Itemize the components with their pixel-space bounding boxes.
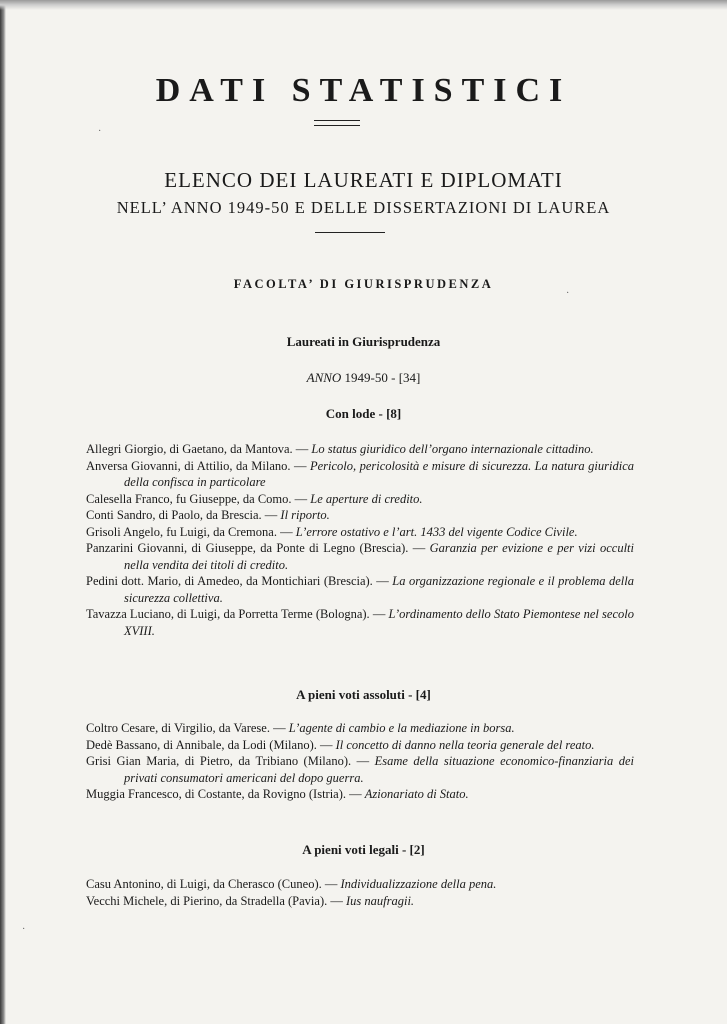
entry-person: Conti Sandro, di Paolo, da Brescia. —	[86, 508, 281, 522]
scan-speck: ·	[566, 288, 570, 299]
entry-person: Grisi Gian Maria, di Pietro, da Tribiano (Milano). —	[86, 754, 375, 768]
subtitle-line-2: NELL’ ANNO 1949-50 E DELLE DISSERTAZIONI DI LAUREA	[116, 198, 611, 217]
entry-person: Vecchi Michele, di Pierino, da Stradella (Pavia). —	[86, 893, 346, 908]
subtitle-rule	[315, 232, 385, 233]
section-list-pieni-voti-legali	[86, 876, 634, 909]
page-title: DATI STATISTICI	[155, 72, 572, 109]
list-item	[86, 491, 634, 508]
list-item	[86, 540, 634, 573]
entry-dissertation: Il riporto.	[280, 508, 330, 522]
scan-speck: ·	[22, 924, 26, 935]
list-item	[86, 458, 634, 491]
entry-person: Anversa Giovanni, di Attilio, da Milano. —	[86, 458, 310, 473]
list-item	[86, 893, 634, 910]
subtitle-line-1: ELENCO DEI LAUREATI E DIPLOMATI	[164, 168, 563, 192]
entry-person: Coltro Cesare, di Virgilio, da Varese. —	[86, 721, 289, 735]
list-item	[86, 507, 634, 524]
year-label: ANNO	[306, 370, 342, 385]
entry-person: Tavazza Luciano, di Luigi, da Porretta Terme (Bologna). —	[86, 607, 389, 621]
section-heading-con-lode: Con lode - [8]	[325, 406, 402, 421]
entry-dissertation: Esame della situazione economico-finanziaria dei privati consumatori americani del dopo guerra.	[124, 754, 634, 785]
list-item	[86, 720, 634, 737]
entry-person: Dedè Bassano, di Annibale, da Lodi (Milano). —	[86, 737, 336, 752]
entry-dissertation: L’agente di cambio e la mediazione in borsa.	[288, 721, 515, 735]
entry-dissertation: La organizzazione regionale e il problema della sicurezza collettiva.	[124, 574, 634, 605]
year-line	[0, 370, 727, 386]
year-value: 1949-50 - [34]	[344, 370, 421, 385]
entry-dissertation: L’ordinamento dello Stato Piemontese nel secolo XVIII.	[124, 607, 634, 638]
entry-dissertation: Il concetto di danno nella teoria generale del reato.	[335, 737, 595, 752]
entry-dissertation: Garanzia per evizione e per vizi occulti nella vendita dei titoli di credito.	[124, 541, 634, 572]
entry-dissertation: Lo status giuridico dell’organo internazionale cittadino.	[311, 442, 594, 456]
entry-person: Pedini dott. Mario, di Amedeo, da Montichiari (Brescia). —	[86, 574, 393, 588]
title-double-rule	[314, 120, 360, 126]
entry-person: Panzarini Giovanni, di Giuseppe, da Ponte di Legno (Brescia). —	[86, 541, 430, 555]
list-item	[86, 876, 634, 893]
entry-person: Casu Antonino, di Luigi, da Cherasco (Cuneo). —	[86, 877, 341, 891]
faculty-heading: FACOLTA’ DI GIURISPRUDENZA	[233, 277, 494, 291]
section-list-pieni-voti-assoluti	[86, 720, 634, 803]
list-item	[86, 786, 634, 803]
entry-person: Allegri Giorgio, di Gaetano, da Mantova. —	[86, 442, 312, 456]
list-item	[86, 753, 634, 786]
entry-dissertation: Individualizzazione della pena.	[340, 877, 497, 891]
list-item	[86, 524, 634, 541]
scan-speck: ·	[98, 126, 102, 137]
entry-person: Muggia Francesco, di Costante, da Rovigno (Istria). —	[86, 787, 365, 801]
section-heading-pieni-voti-legali: A pieni voti legali - [2]	[302, 842, 425, 857]
entry-dissertation: Azionariato di Stato.	[364, 787, 469, 801]
entry-dissertation: Pericolo, pericolosità e misure di sicurezza. La natura giuridica della confisca in particolare	[124, 458, 634, 489]
list-item	[86, 606, 634, 639]
entry-person: Grisoli Angelo, fu Luigi, da Cremona. —	[86, 524, 296, 539]
entry-dissertation: L’errore ostativo e l’art. 1433 del vigente Codice Civile.	[295, 524, 578, 539]
degree-heading: Laureati in Giurisprudenza	[286, 334, 441, 349]
list-item	[86, 441, 634, 458]
entry-person: Calesella Franco, fu Giuseppe, da Como. —	[86, 491, 311, 506]
list-item	[86, 573, 634, 606]
section-heading-pieni-voti-assoluti: A pieni voti assoluti - [4]	[296, 687, 431, 702]
list-item	[86, 737, 634, 754]
entry-dissertation: Le aperture di credito.	[310, 491, 423, 506]
entry-dissertation: Ius naufragii.	[346, 893, 415, 908]
section-list-con-lode	[86, 441, 634, 639]
